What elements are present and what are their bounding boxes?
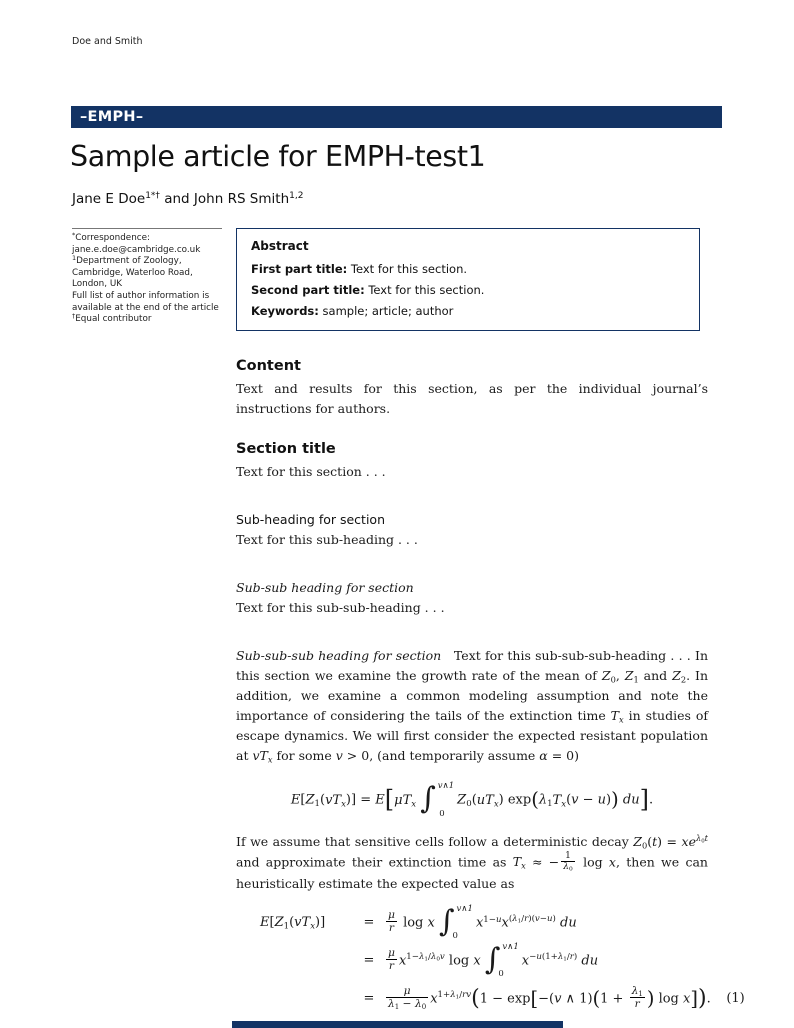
paragraph: Text for this section . . . [236, 464, 386, 479]
author-info-note: available at the end of the article [72, 302, 219, 313]
equals-sign: = [363, 953, 375, 969]
aligned-equation [236, 903, 745, 1018]
correspondence-email: jane.e.doe@cambridge.co.uk [72, 244, 201, 255]
article-body [236, 358, 745, 1018]
equal-contributor-note: †Equal contributor [72, 312, 152, 325]
abstract-row-text: Text for this section. [350, 262, 468, 276]
page-bottom-bar [232, 1021, 563, 1028]
abstract-row-text: sample; article; author [322, 304, 454, 318]
affiliation-line: Cambridge, Waterloo Road, [72, 267, 193, 278]
banner-text: –EMPH– [80, 109, 144, 125]
paragraph-with-math: If we assume that sensitive cells follow a deterministic decay $Z_0(t) = xe^{\lambda_0t}$ and approximate their extinction time as $T_x$ ≈ − $\frac{1}{\lambda_0}$ log x, then we can heuristically estimate the expected value as [236, 833, 708, 891]
equation-rhs: $\frac{\mu}{r}$ log x ∫ v∧1 0 $x^{1-u}x^{(\lambda_1/r)(v-u)}$ du [388, 903, 577, 942]
abstract-row-text: Text for this section. [368, 283, 485, 297]
abstract-box [236, 228, 700, 331]
abstract-row [251, 283, 685, 297]
author-info-note: Full list of author information is [72, 290, 210, 301]
display-equation: $E[Z_1(vT_x)] = E[\mu T_x$ ∫ v∧1 0 $Z_0(uT_x) \exp(\lambda_1T_x(v - u))$ du]. [290, 781, 654, 819]
journal-banner [71, 106, 722, 128]
affiliation-line: $^1$Department of Zoology, [72, 254, 182, 267]
equation-rhs: $\frac{\mu}{\lambda_1 - \lambda_0}$ $x^{1+\lambda_1/rv}(1 - \exp[-(v$ ∧ 1)(1 + $\frac{\lambda_1}{r}$ ) log x]). [388, 983, 711, 1012]
sub-heading: Sub-heading for section [236, 512, 385, 527]
section-heading-content: Content [236, 358, 301, 374]
abstract-heading: Abstract [251, 239, 309, 253]
abstract-row [251, 304, 685, 318]
equation-lhs: $E[Z_1(vT_x)]$ [260, 915, 326, 932]
correspondence-label: *Correspondence: [72, 231, 150, 243]
equals-sign: = [363, 915, 375, 931]
authors-line: Jane E Doe$^{1*\dagger}$ and John RS Smith$^{1,2}$ [72, 191, 304, 207]
equation-row [236, 980, 745, 1018]
equation-row [236, 942, 708, 980]
article-title: Sample article for EMPH-test1 [70, 140, 486, 173]
equation-row [236, 904, 708, 942]
abstract-row-label: Keywords: [251, 304, 319, 318]
abstract-row-label: Second part title: [251, 283, 365, 297]
paragraph: Text and results for this section, as per the individual journal’s instructions for authors. [236, 381, 708, 416]
section-heading: Section title [236, 441, 336, 457]
affiliation-line: London, UK [72, 279, 123, 290]
paragraph-with-math: Sub-sub-sub heading for section Text for this sub-sub-sub-heading . . . In this section we examine the growth rate of the mean of $Z_0$, $Z_1$ and $Z_2$. In addition, we examine a common modeling assumption and note the importance of considering the tails of the extinction time $T_x$ in studies of escape dynamics. We will first consider the expected resistant population at $vT_x$ for some v > 0, (and temporarily assume α = 0) [236, 648, 709, 765]
paragraph: Text for this sub-heading . . . [236, 532, 418, 547]
equals-sign: = [363, 991, 375, 1007]
correspondence-note [72, 228, 234, 326]
running-head: Doe and Smith [72, 36, 143, 47]
subsub-heading: Sub-sub heading for section [236, 580, 414, 595]
abstract-row [251, 262, 685, 276]
equation-number: (1) [726, 991, 745, 1007]
abstract-row-label: First part title: [251, 262, 348, 276]
sidebar-rule [72, 228, 222, 229]
paragraph: Text for this sub-sub-heading . . . [236, 600, 445, 615]
equation-rhs: $\frac{\mu}{r}$ $x^{1-\lambda_1/\lambda_0v}$ log x ∫ v∧1 0 $x^{-u(1+\lambda_1/r)}$ du [388, 941, 599, 980]
